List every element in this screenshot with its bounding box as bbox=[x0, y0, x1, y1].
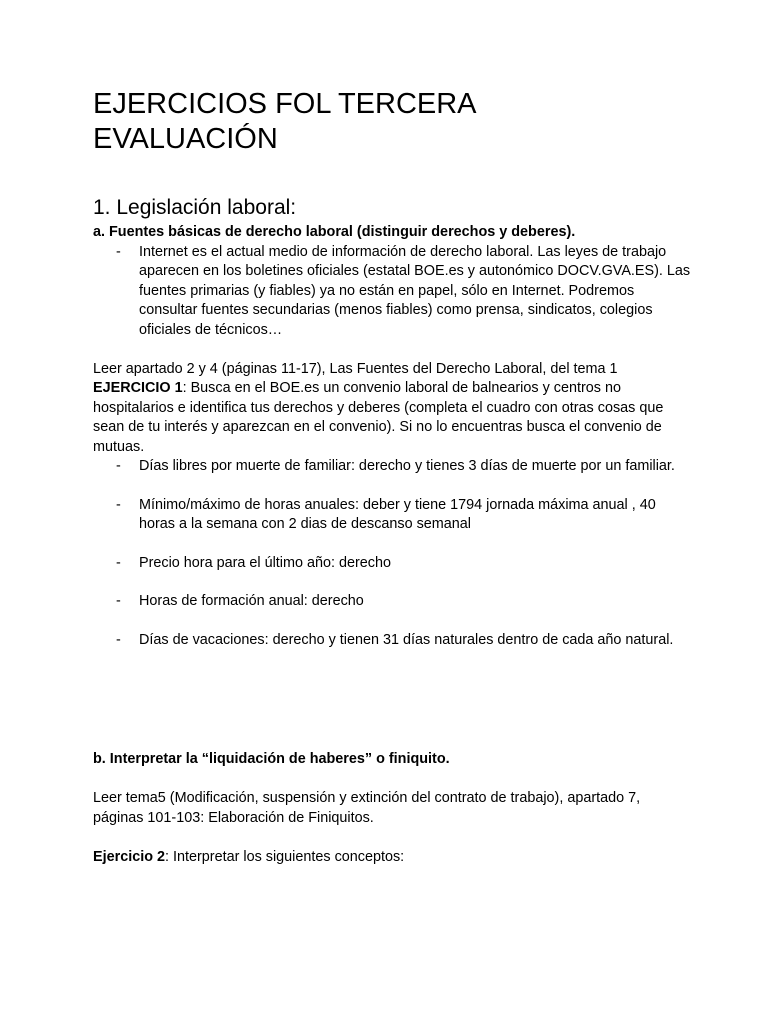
reading-instruction-1: Leer apartado 2 y 4 (páginas 11-17), Las Fuentes del Derecho Laboral, del tema 1 bbox=[93, 360, 618, 377]
exercise-2-label: Ejercicio 2 bbox=[93, 848, 165, 865]
list-item bbox=[93, 554, 693, 574]
list-item bbox=[93, 243, 693, 341]
list-spacer bbox=[93, 573, 693, 592]
reading-instruction-2: Leer tema5 (Modificación, suspensión y extinción del contrato de trabajo), apartado 7, páginas 101-103: Elaboración de Finiquitos. bbox=[93, 790, 641, 826]
document-title bbox=[93, 87, 693, 157]
subheading-b: b. Interpretar la “liquidación de haberes” o finiquito. bbox=[93, 751, 450, 767]
bullet-marker: - bbox=[116, 631, 121, 648]
list-item bbox=[93, 457, 693, 477]
bullet-list-fuentes bbox=[93, 243, 693, 341]
bullet-marker: - bbox=[116, 554, 121, 571]
bullet-marker: - bbox=[116, 458, 121, 474]
list-item-text: Internet es el actual medio de información de derecho laboral. Las leyes de trabajo aparecen en los boletines oficiales (estatal BOE.es y autonómico DOCV.GVA.ES). Las fuentes primarias (y fiables) ya no están en papel, sólo en Internet. Podremos consultar fuentes secundarias (menos fiables) como prensa, sindicatos, colegios oficiales de técnicos… bbox=[139, 243, 691, 338]
document-page bbox=[93, 87, 693, 867]
exercise-2 bbox=[93, 848, 693, 868]
bullet-marker: - bbox=[116, 243, 121, 260]
list-item bbox=[93, 631, 693, 651]
section-heading-legislacion: 1. Legislación laboral: bbox=[93, 196, 297, 219]
list-item bbox=[93, 592, 693, 612]
exercise-1-label: EJERCICIO 1 bbox=[93, 380, 183, 396]
list-item-text: Mínimo/máximo de horas anuales: deber y tiene 1794 jornada máxima anual , 40 horas a la semana con 2 dias de descanso semanal bbox=[139, 496, 656, 532]
list-item bbox=[93, 496, 693, 535]
document-title-line2: EVALUACIÓN bbox=[93, 123, 278, 155]
subheading-a: a. Fuentes básicas de derecho laboral (distinguir derechos y deberes). bbox=[93, 224, 576, 240]
bullet-marker: - bbox=[116, 496, 121, 513]
list-item-text: Precio hora para el último año: derecho bbox=[139, 554, 391, 571]
bullet-list-exercise-1 bbox=[93, 457, 693, 650]
exercise-1-text: : Busca en el BOE.es un convenio laboral de balnearios y centros no hospitalarios e identifica tus derechos y deberes (completa el cuadro con otras cosas que sean de tu interés y aparezcan en el convenio). Si no lo encuentras busca el convenio de mutuas. bbox=[93, 380, 664, 455]
document-title-line1: EJERCICIOS FOL TERCERA bbox=[93, 88, 477, 120]
list-item-text: Días libres por muerte de familiar: derecho y tienes 3 días de muerte por un familiar. bbox=[139, 458, 675, 474]
list-spacer bbox=[93, 535, 693, 554]
list-spacer bbox=[93, 477, 693, 496]
exercise-1 bbox=[93, 379, 693, 457]
list-spacer bbox=[93, 612, 693, 631]
exercise-2-text: : Interpretar los siguientes conceptos: bbox=[165, 848, 405, 865]
bullet-marker: - bbox=[116, 593, 121, 609]
list-item-text: Horas de formación anual: derecho bbox=[139, 593, 364, 609]
list-item-text: Días de vacaciones: derecho y tienen 31 días naturales dentro de cada año natural. bbox=[139, 631, 674, 648]
